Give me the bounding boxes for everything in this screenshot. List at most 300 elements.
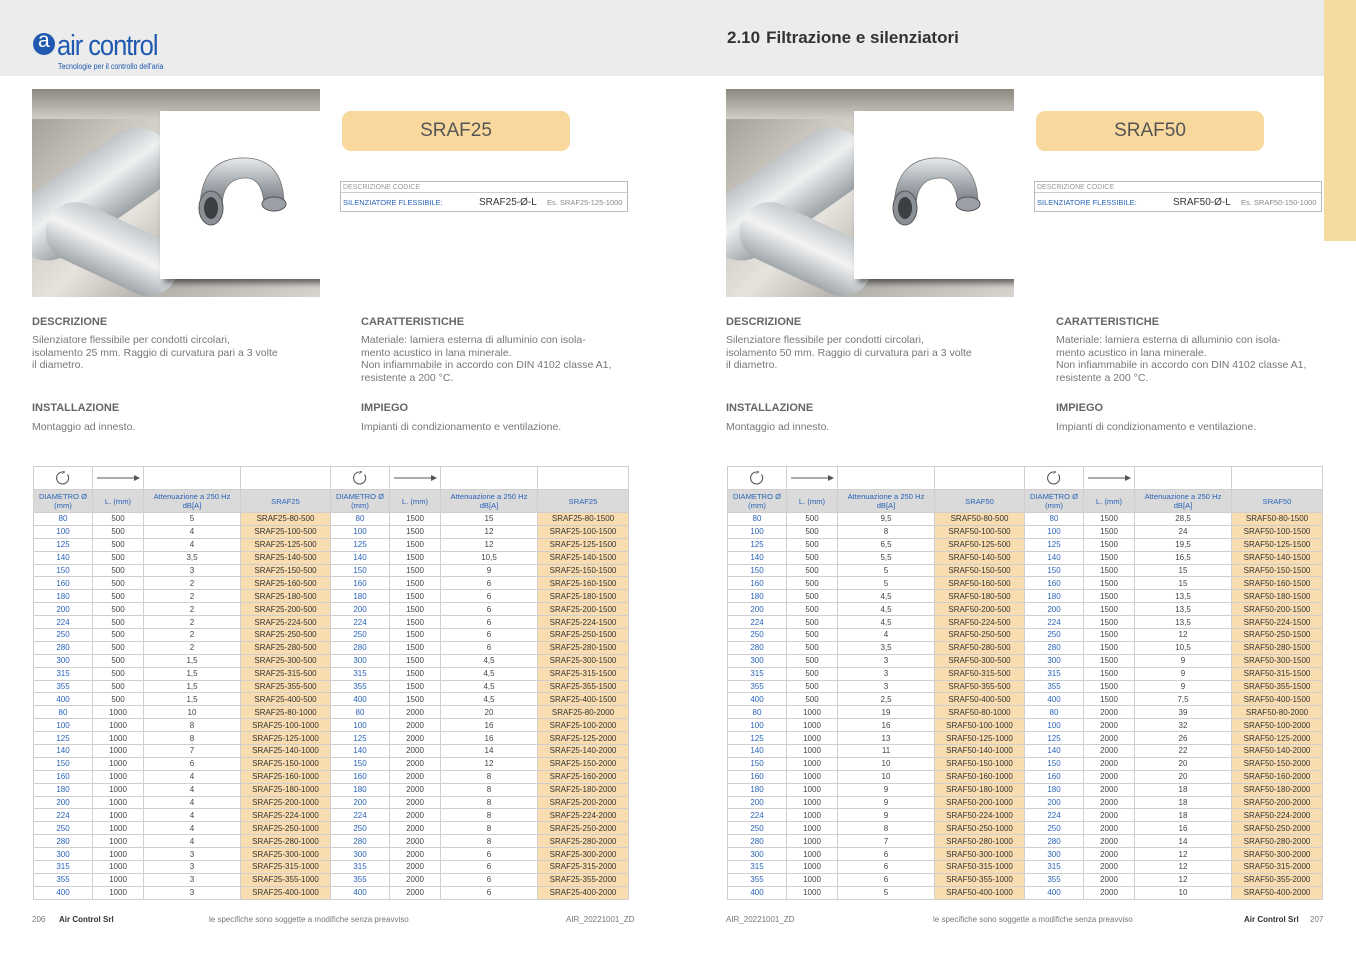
- cell-length: 1000: [93, 848, 144, 861]
- table-row: [728, 706, 1323, 719]
- cell-length: 1000: [93, 719, 144, 732]
- cell-diameter: 180: [331, 590, 390, 603]
- cell-length: 1000: [787, 770, 838, 783]
- cell-length: 1000: [93, 861, 144, 874]
- table-row: [728, 551, 1323, 564]
- cell-length: 2000: [390, 770, 441, 783]
- cell-length: 1000: [93, 822, 144, 835]
- cell-diameter: 160: [331, 770, 390, 783]
- diameter-icon: [34, 467, 93, 490]
- cell-length: 1500: [1084, 667, 1135, 680]
- table-row: [34, 861, 629, 874]
- cell-attenuation: 4: [144, 835, 241, 848]
- cell-length: 500: [93, 629, 144, 642]
- cell-length: 2000: [390, 835, 441, 848]
- table-row: [728, 538, 1323, 551]
- table-row: [34, 693, 629, 706]
- cell-length: 2000: [1084, 745, 1135, 758]
- cell-attenuation: 11: [838, 745, 935, 758]
- cell-diameter: 150: [331, 757, 390, 770]
- col-length: L. (mm): [93, 490, 144, 513]
- cell-code: SRAF25-100-2000: [538, 719, 629, 732]
- cell-code: SRAF25-355-1000: [241, 873, 331, 886]
- cell-attenuation: 13,5: [1135, 590, 1232, 603]
- cell-code: SRAF50-180-2000: [1232, 783, 1323, 796]
- cell-code: SRAF50-125-2000: [1232, 732, 1323, 745]
- code-value: SRAF50-Ø-L: [1173, 196, 1231, 208]
- cell-code: SRAF50-280-1000: [935, 835, 1025, 848]
- cell-attenuation: 19,5: [1135, 538, 1232, 551]
- cell-attenuation: 6: [441, 629, 538, 642]
- cell-attenuation: 5: [838, 577, 935, 590]
- cell-code: SRAF25-300-500: [241, 654, 331, 667]
- product-name-pill: SRAF25: [342, 111, 570, 151]
- table-row: [34, 629, 629, 642]
- cell-length: 500: [93, 551, 144, 564]
- cell-attenuation: 4: [144, 822, 241, 835]
- cell-diameter: 315: [728, 667, 787, 680]
- cell-length: 1500: [390, 693, 441, 706]
- cell-length: 500: [787, 525, 838, 538]
- cell-code: SRAF25-180-1000: [241, 783, 331, 796]
- cell-diameter: 400: [1025, 886, 1084, 899]
- cell-code: SRAF25-140-1000: [241, 745, 331, 758]
- cell-attenuation: 8: [441, 809, 538, 822]
- cell-attenuation: 10: [838, 770, 935, 783]
- cell-diameter: 400: [728, 886, 787, 899]
- cell-attenuation: 4: [144, 783, 241, 796]
- cell-attenuation: 10: [144, 706, 241, 719]
- cell-length: 1000: [787, 848, 838, 861]
- cell-attenuation: 3: [838, 680, 935, 693]
- cell-length: 1000: [787, 861, 838, 874]
- cell-code: SRAF50-80-1000: [935, 706, 1025, 719]
- cell-code: SRAF50-100-1500: [1232, 525, 1323, 538]
- cell-code: SRAF25-355-2000: [538, 873, 629, 886]
- cell-length: 2000: [390, 732, 441, 745]
- cell-attenuation: 12: [441, 525, 538, 538]
- cell-attenuation: 3: [144, 873, 241, 886]
- cell-code: SRAF50-250-1000: [935, 822, 1025, 835]
- cell-code: SRAF50-300-500: [935, 654, 1025, 667]
- characteristics-text: Materiale: lamiera esterna di alluminio con isola- mento acustico in lana minerale. Non infiammabile in accordo con DIN 4102 classe A1, resistente a 200 °C.: [1056, 334, 1307, 384]
- header-band: [0, 0, 1356, 76]
- cell-diameter: 125: [728, 538, 787, 551]
- cell-diameter: 315: [34, 861, 93, 874]
- cell-diameter: 355: [331, 680, 390, 693]
- cell-code: SRAF50-150-1000: [935, 757, 1025, 770]
- length-arrow-icon: [390, 467, 441, 490]
- table-row: [728, 680, 1323, 693]
- cell-attenuation: 5: [838, 886, 935, 899]
- cell-attenuation: 3: [838, 667, 935, 680]
- table-row: [34, 886, 629, 899]
- cell-length: 1000: [787, 706, 838, 719]
- cell-code: SRAF25-224-500: [241, 616, 331, 629]
- cell-code: SRAF25-125-1500: [538, 538, 629, 551]
- col-diameter: DIAMETRO Ø (mm): [331, 490, 390, 513]
- cell-diameter: 100: [728, 719, 787, 732]
- cell-diameter: 125: [34, 732, 93, 745]
- code-description-box: [1034, 181, 1322, 212]
- table-row: [728, 667, 1323, 680]
- table-row: [34, 667, 629, 680]
- cell-diameter: 160: [1025, 770, 1084, 783]
- cell-code: SRAF50-80-500: [935, 513, 1025, 526]
- cell-code: SRAF25-200-1500: [538, 603, 629, 616]
- cell-diameter: 300: [1025, 848, 1084, 861]
- spec-table-right: [727, 466, 1323, 900]
- cell-diameter: 80: [728, 513, 787, 526]
- cell-attenuation: 16: [441, 732, 538, 745]
- cell-length: 2000: [390, 706, 441, 719]
- cell-length: 500: [93, 667, 144, 680]
- cell-attenuation: 8: [144, 732, 241, 745]
- cell-code: SRAF25-80-1000: [241, 706, 331, 719]
- cell-length: 1000: [93, 886, 144, 899]
- cell-length: 1500: [390, 641, 441, 654]
- cell-attenuation: 39: [1135, 706, 1232, 719]
- table-row: [728, 848, 1323, 861]
- table-row: [728, 513, 1323, 526]
- cell-diameter: 355: [728, 680, 787, 693]
- cell-attenuation: 28,5: [1135, 513, 1232, 526]
- cell-length: 2000: [1084, 873, 1135, 886]
- cell-code: SRAF25-400-1000: [241, 886, 331, 899]
- cell-attenuation: 8: [838, 822, 935, 835]
- cell-code: SRAF25-300-2000: [538, 848, 629, 861]
- col-diameter: DIAMETRO Ø (mm): [728, 490, 787, 513]
- section-title: [727, 28, 965, 48]
- cell-length: 1000: [93, 809, 144, 822]
- cell-length: 2000: [1084, 835, 1135, 848]
- cell-code: SRAF50-140-500: [935, 551, 1025, 564]
- footer-doc-code: AIR_20221001_ZD: [726, 915, 795, 924]
- cell-attenuation: 4: [144, 538, 241, 551]
- cell-attenuation: 3: [144, 886, 241, 899]
- section-accent-tab: [1324, 0, 1356, 241]
- cell-length: 1500: [390, 654, 441, 667]
- table-row: [728, 886, 1323, 899]
- cell-diameter: 180: [1025, 783, 1084, 796]
- cell-attenuation: 15: [441, 513, 538, 526]
- table-row: [34, 590, 629, 603]
- cell-attenuation: 10: [838, 757, 935, 770]
- cell-code: SRAF50-100-2000: [1232, 719, 1323, 732]
- table-row: [728, 719, 1323, 732]
- cell-length: 1500: [1084, 513, 1135, 526]
- description-heading: DESCRIZIONE: [32, 316, 108, 328]
- cell-attenuation: 32: [1135, 719, 1232, 732]
- cell-length: 1500: [1084, 551, 1135, 564]
- cell-code: SRAF50-300-2000: [1232, 848, 1323, 861]
- cell-diameter: 250: [331, 629, 390, 642]
- cell-attenuation: 6: [838, 861, 935, 874]
- description-text: Silenziatore flessibile per condotti circolari, isolamento 50 mm. Raggio di curvatura pari a 3 volte il diametro.: [726, 334, 972, 371]
- table-row: [34, 641, 629, 654]
- col-attenuation: Attenuazione a 250 Hz dB[A]: [144, 490, 241, 513]
- cell-length: 2000: [1084, 783, 1135, 796]
- cell-code: SRAF25-250-1500: [538, 629, 629, 642]
- cell-length: 2000: [390, 886, 441, 899]
- cell-attenuation: 8: [441, 783, 538, 796]
- col-code: SRAF25: [538, 490, 629, 513]
- cell-length: 2000: [390, 809, 441, 822]
- brand-logo[interactable]: [33, 30, 171, 63]
- cell-length: 500: [93, 590, 144, 603]
- table-row: [34, 783, 629, 796]
- cell-code: SRAF50-400-1000: [935, 886, 1025, 899]
- cell-attenuation: 2: [144, 641, 241, 654]
- cell-code: SRAF50-224-2000: [1232, 809, 1323, 822]
- cell-length: 500: [787, 590, 838, 603]
- cell-code: SRAF50-315-500: [935, 667, 1025, 680]
- cell-code: SRAF50-140-1500: [1232, 551, 1323, 564]
- cell-length: 1500: [1084, 577, 1135, 590]
- cell-code: SRAF50-160-1000: [935, 770, 1025, 783]
- cell-length: 500: [787, 654, 838, 667]
- cell-diameter: 150: [1025, 564, 1084, 577]
- cell-attenuation: 4: [144, 809, 241, 822]
- cell-length: 1000: [93, 706, 144, 719]
- cell-attenuation: 5: [144, 513, 241, 526]
- installation-text: Montaggio ad innesto.: [726, 421, 830, 433]
- cell-attenuation: 2,5: [838, 693, 935, 706]
- cell-code: SRAF25-100-1000: [241, 719, 331, 732]
- cell-attenuation: 1,5: [144, 680, 241, 693]
- table-row: [34, 796, 629, 809]
- cell-attenuation: 3,5: [838, 641, 935, 654]
- cell-code: SRAF25-400-2000: [538, 886, 629, 899]
- table-row: [34, 551, 629, 564]
- cell-diameter: 80: [34, 706, 93, 719]
- cell-diameter: 250: [34, 822, 93, 835]
- cell-length: 2000: [1084, 809, 1135, 822]
- cell-attenuation: 15: [1135, 577, 1232, 590]
- cell-attenuation: 12: [1135, 873, 1232, 886]
- cell-code: SRAF25-250-500: [241, 629, 331, 642]
- cell-diameter: 280: [728, 835, 787, 848]
- cell-diameter: 80: [728, 706, 787, 719]
- installation-text: Montaggio ad innesto.: [32, 421, 136, 433]
- cell-diameter: 80: [331, 513, 390, 526]
- cell-diameter: 200: [331, 796, 390, 809]
- description-text: Silenziatore flessibile per condotti circolari, isolamento 25 mm. Raggio di curvatura pari a 3 volte il diametro.: [32, 334, 278, 371]
- usage-text: Impianti di condizionamento e ventilazione.: [1056, 421, 1257, 433]
- col-length: L. (mm): [787, 490, 838, 513]
- cell-length: 2000: [390, 873, 441, 886]
- cell-code: SRAF50-280-500: [935, 641, 1025, 654]
- cell-attenuation: 3: [144, 564, 241, 577]
- cell-attenuation: 2: [144, 590, 241, 603]
- cell-diameter: 300: [34, 654, 93, 667]
- cell-code: SRAF50-400-2000: [1232, 886, 1323, 899]
- cell-attenuation: 3: [144, 861, 241, 874]
- table-row: [728, 654, 1323, 667]
- cell-code: SRAF25-315-1000: [241, 861, 331, 874]
- cell-attenuation: 9: [838, 809, 935, 822]
- cell-attenuation: 20: [1135, 770, 1232, 783]
- cell-code: SRAF25-180-500: [241, 590, 331, 603]
- col-code: SRAF50: [935, 490, 1025, 513]
- cell-length: 500: [787, 513, 838, 526]
- cell-length: 1500: [1084, 590, 1135, 603]
- cell-attenuation: 18: [1135, 796, 1232, 809]
- cell-diameter: 180: [1025, 590, 1084, 603]
- cell-code: SRAF25-400-500: [241, 693, 331, 706]
- cell-attenuation: 2: [144, 629, 241, 642]
- cell-diameter: 200: [728, 603, 787, 616]
- table-row: [728, 757, 1323, 770]
- cell-code: SRAF25-140-1500: [538, 551, 629, 564]
- cell-code: SRAF50-355-500: [935, 680, 1025, 693]
- cell-length: 1500: [390, 667, 441, 680]
- cell-attenuation: 20: [441, 706, 538, 719]
- cell-length: 500: [787, 667, 838, 680]
- table-row: [728, 783, 1323, 796]
- cell-diameter: 125: [331, 538, 390, 551]
- cell-code: SRAF25-250-1000: [241, 822, 331, 835]
- table-row: [728, 577, 1323, 590]
- cell-attenuation: 13,5: [1135, 616, 1232, 629]
- cell-code: SRAF25-224-1000: [241, 809, 331, 822]
- cell-length: 1500: [390, 525, 441, 538]
- footer-company: Air Control Srl: [1244, 915, 1299, 924]
- cell-length: 2000: [1084, 796, 1135, 809]
- cell-code: SRAF25-200-500: [241, 603, 331, 616]
- cell-length: 1500: [1084, 654, 1135, 667]
- cell-diameter: 300: [1025, 654, 1084, 667]
- cell-diameter: 160: [728, 770, 787, 783]
- cell-diameter: 400: [728, 693, 787, 706]
- cell-diameter: 224: [34, 616, 93, 629]
- cell-diameter: 300: [728, 654, 787, 667]
- cell-length: 2000: [390, 719, 441, 732]
- cell-length: 500: [93, 603, 144, 616]
- table-row: [728, 693, 1323, 706]
- cell-diameter: 100: [1025, 525, 1084, 538]
- cell-length: 500: [787, 564, 838, 577]
- cell-length: 1000: [787, 745, 838, 758]
- col-attenuation: Attenuazione a 250 Hz dB[A]: [441, 490, 538, 513]
- cell-code: SRAF25-280-1000: [241, 835, 331, 848]
- cell-length: 500: [93, 680, 144, 693]
- cell-attenuation: 8: [144, 719, 241, 732]
- cell-diameter: 140: [728, 745, 787, 758]
- cell-length: 2000: [1084, 719, 1135, 732]
- cell-attenuation: 9: [1135, 667, 1232, 680]
- cell-attenuation: 12: [1135, 848, 1232, 861]
- table-row: [728, 641, 1323, 654]
- cell-code: SRAF25-355-500: [241, 680, 331, 693]
- cell-attenuation: 13,5: [1135, 603, 1232, 616]
- cell-diameter: 280: [728, 641, 787, 654]
- cell-attenuation: 15: [1135, 564, 1232, 577]
- table-row: [728, 616, 1323, 629]
- code-label: SILENZIATORE FLESSIBILE:: [343, 197, 443, 207]
- flexible-elbow-icon: [876, 146, 986, 236]
- cell-length: 500: [787, 551, 838, 564]
- cell-code: SRAF50-400-1500: [1232, 693, 1323, 706]
- cell-diameter: 315: [331, 667, 390, 680]
- cell-length: 1500: [1084, 641, 1135, 654]
- cell-length: 500: [787, 693, 838, 706]
- footer-page-number: 206: [32, 915, 46, 924]
- cell-diameter: 400: [331, 886, 390, 899]
- section-number: 2.10: [727, 28, 761, 47]
- cell-code: SRAF25-140-500: [241, 551, 331, 564]
- cell-code: SRAF50-100-1000: [935, 719, 1025, 732]
- cell-diameter: 300: [34, 848, 93, 861]
- cell-attenuation: 8: [838, 525, 935, 538]
- cell-code: SRAF50-355-2000: [1232, 873, 1323, 886]
- cell-length: 500: [787, 629, 838, 642]
- installation-heading: INSTALLAZIONE: [32, 402, 120, 414]
- cell-length: 1500: [390, 577, 441, 590]
- cell-diameter: 140: [728, 551, 787, 564]
- cell-code: SRAF50-355-1000: [935, 873, 1025, 886]
- cell-code: SRAF25-125-1000: [241, 732, 331, 745]
- table-row: [34, 745, 629, 758]
- table-row: [728, 809, 1323, 822]
- cell-diameter: 140: [331, 745, 390, 758]
- cell-code: SRAF25-355-1500: [538, 680, 629, 693]
- cell-code: SRAF50-150-500: [935, 564, 1025, 577]
- cell-code: SRAF25-150-1500: [538, 564, 629, 577]
- col-length: L. (mm): [390, 490, 441, 513]
- cell-diameter: 150: [34, 757, 93, 770]
- cell-length: 2000: [390, 745, 441, 758]
- table-row: [728, 603, 1323, 616]
- length-arrow-icon: [1084, 467, 1135, 490]
- cell-length: 2000: [390, 783, 441, 796]
- cell-attenuation: 12: [1135, 629, 1232, 642]
- cell-diameter: 400: [331, 693, 390, 706]
- cell-code: SRAF50-160-2000: [1232, 770, 1323, 783]
- cell-length: 2000: [390, 796, 441, 809]
- cell-code: SRAF25-150-1000: [241, 757, 331, 770]
- cell-attenuation: 10,5: [1135, 641, 1232, 654]
- cell-attenuation: 3,5: [144, 551, 241, 564]
- cell-code: SRAF50-224-1000: [935, 809, 1025, 822]
- table-row: [728, 629, 1323, 642]
- cell-length: 500: [787, 680, 838, 693]
- cell-code: SRAF25-280-2000: [538, 835, 629, 848]
- cell-diameter: 250: [331, 822, 390, 835]
- table-row: [34, 616, 629, 629]
- cell-code: SRAF25-400-1500: [538, 693, 629, 706]
- cell-length: 1500: [390, 603, 441, 616]
- cell-length: 2000: [390, 861, 441, 874]
- cell-attenuation: 9,5: [838, 513, 935, 526]
- cell-attenuation: 9: [1135, 680, 1232, 693]
- cell-code: SRAF50-100-500: [935, 525, 1025, 538]
- cell-attenuation: 6: [441, 848, 538, 861]
- cell-attenuation: 16: [838, 719, 935, 732]
- table-row: [728, 745, 1323, 758]
- cell-attenuation: 5,5: [838, 551, 935, 564]
- cell-length: 500: [93, 564, 144, 577]
- cell-code: SRAF50-280-1500: [1232, 641, 1323, 654]
- table-row: [728, 796, 1323, 809]
- cell-attenuation: 8: [441, 835, 538, 848]
- cell-diameter: 100: [331, 719, 390, 732]
- cell-length: 1000: [787, 732, 838, 745]
- cell-attenuation: 6: [441, 641, 538, 654]
- cell-diameter: 80: [331, 706, 390, 719]
- cell-diameter: 355: [34, 680, 93, 693]
- cell-diameter: 80: [1025, 513, 1084, 526]
